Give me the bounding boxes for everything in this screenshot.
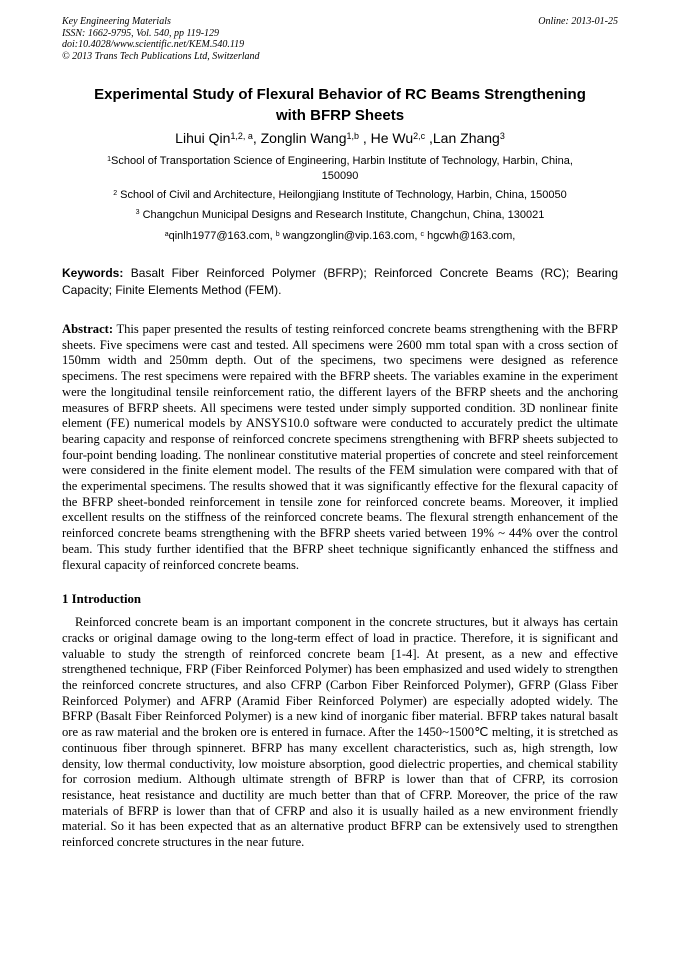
email-1-text: qinlh1977@163.com, [168,230,276,242]
doi-line: doi:10.4028/www.scientific.net/KEM.540.119 [62,39,245,50]
keywords-text: Basalt Fiber Reinforced Polymer (BFRP); Reinforced Concrete Beams (RC); Bearing Capacity; Finite Elements Method (FEM). [62,266,618,297]
online-date: Online: 2013-01-25 [538,16,618,27]
email-3-superscript: c [420,230,425,238]
copyright-line: © 2013 Trans Tech Publications Ltd, Switzerland [62,50,260,62]
author-2 [261,130,371,146]
author-4 [433,130,505,146]
author-4-superscript: 3 [499,130,505,141]
keywords-paragraph [62,265,618,298]
affiliation-2 [62,188,618,203]
author-4-name: Lan Zhang [432,130,500,146]
author-3-name: He Wu [370,130,414,146]
introduction-heading: 1 Introduction [62,592,142,607]
affiliation-1-line2: 150090 [321,169,359,182]
abstract-text: This paper presented the results of testing reinforced concrete beams strengthening with the BFRP sheets. Five specimens were cast and tested. All specimens were 2600 mm total span with a cross section of 150mm width and 250mm depth. Out of the specimens, two specimens were designed as reference specimens. The rest specimens were repaired with the BFRP sheets. The variables examine in the experiment were the longitudinal tensile reinforcement ratio, the different layers of the BFRP sheets and the anchoring measures of BFRP sheets. All specimens were tested under simply supported condition. 3D nonlinear finite element (FE) numerical models by ANSYS10.0 software were conducted to accurately predict the ultimate bearing capacity and response of reinforced concrete specimens strengthening with BFRP sheets subjected to four-point bending loading. The nonlinear constitutive material properties of concrete and steel reinforcement were considered in the finite element model. The results of the FEM simulation were compared with that of the experimental specimens. The results showed that it was significantly effective for the flexural capacity of the BFRP sheet-bonded reinforcement in tensile zone for reinforced concrete beams. Moreover, it implied excellent results on the stiffness of the reinforced concrete beams. The flexural strength enhancement of the reinforced concrete beams strengthening with the BFRP sheets varied between 19% ~ 44% over the control beam. This study further identified that the BFRP sheet technique significantly enhanced the stiffness and flexural capacity of reinforced concrete beams. [62,322,618,572]
author-3 [371,130,433,146]
email-2-text: wangzonglin@vip.163.com, [279,230,421,242]
author-3-separator: , [425,130,433,146]
authors-line [62,129,618,148]
publication-header [62,16,618,62]
issn-line: ISSN: 1662-9795, Vol. 540, pp 119-129 [62,27,220,39]
affiliation-1 [62,154,618,183]
keywords-label: Keywords: [62,266,124,280]
author-1-name: Lihui Qin [175,130,231,146]
affiliation-1-superscript: 1 [107,155,112,163]
author-2-separator: , [358,130,371,146]
author-2-superscript: 1,b [346,130,359,141]
affiliation-2-text: School of Civil and Architecture, Heilongjiang Institute of Technology, Harbin, China, 150050 [117,189,567,201]
emails-line [62,229,618,243]
email-1-superscript: a [164,230,169,238]
paper-title-line1: Experimental Study of Flexural Behavior of RC Beams Strengthening [94,86,586,103]
affiliation-2-superscript: 2 [113,189,118,197]
affiliation-3 [62,208,618,223]
journal-name: Key Engineering Materials [62,16,171,27]
publication-header-left [62,16,260,62]
affiliation-3-superscript: 3 [135,209,140,217]
paper-title-line2: with BFRP Sheets [275,107,405,124]
introduction-paragraph: Reinforced concrete beam is an important component in the concrete structures, but it always has certain cracks or original damage owing to the long-term effect of load in practice. Therefore, it is significant and valuable to study the strength of reinforced concrete beam [1-4]. At present, as a new and effective strengthened technique, FRP (Fiber Reinforced Polymer) has been emphasized and used widely to strengthen the reinforced concrete structures, and also CFRP (Carbon Fiber Reinforced Polymer), GFRP (Glass Fiber Reinforced Polymer) and AFRP (Aramid Fiber Reinforced Polymer) are especially adopted widely. The BFRP (Basalt Fiber Reinforced Polymer) is a new kind of inorganic fiber material. BFRP takes natural basalt ore as raw material and the broken ore is entered in furnace. After the 1450~1500℃ melting, it is stretched as continuous fiber through spinneret. BFRP has many excellent characteristics, such as, high strength, low density, low thermal conductivity, low moisture absorption, good dielectric properties, and chemical stability for corrosion medium. Although ultimate strength of BFRP is lower than that of CFRP, its corrosion resistance, heat resistance and ductility are much better than that of CFRP. Moreover, the price of the raw materials of BFRP is lower than that of CFRP and also it is usually hailed as a new environment friendly material. So it has been expected that as an alternative product BFRP can be extensively used to strengthen reinforced concrete structures in the near future. [62,615,618,850]
author-1-superscript: 1,2, a [230,130,253,141]
affiliation-1-text: School of Transportation Science of Engineering, Harbin Institute of Technology, Harbin, China, [111,155,573,167]
abstract-paragraph [62,322,618,573]
affiliation-3-text: Changchun Municipal Designs and Research Institute, Changchun, China, 130021 [139,208,545,221]
paper-title [62,84,618,126]
email-3-text: hgcwh@163.com, [424,230,516,242]
abstract-label: Abstract: [62,322,114,336]
author-2-name: Zonglin Wang [260,130,347,146]
affiliations [62,154,618,222]
email-2-superscript: b [275,230,280,238]
author-3-superscript: 2,c [413,130,426,141]
author-1-separator: , [252,130,261,146]
author-1 [175,130,260,146]
